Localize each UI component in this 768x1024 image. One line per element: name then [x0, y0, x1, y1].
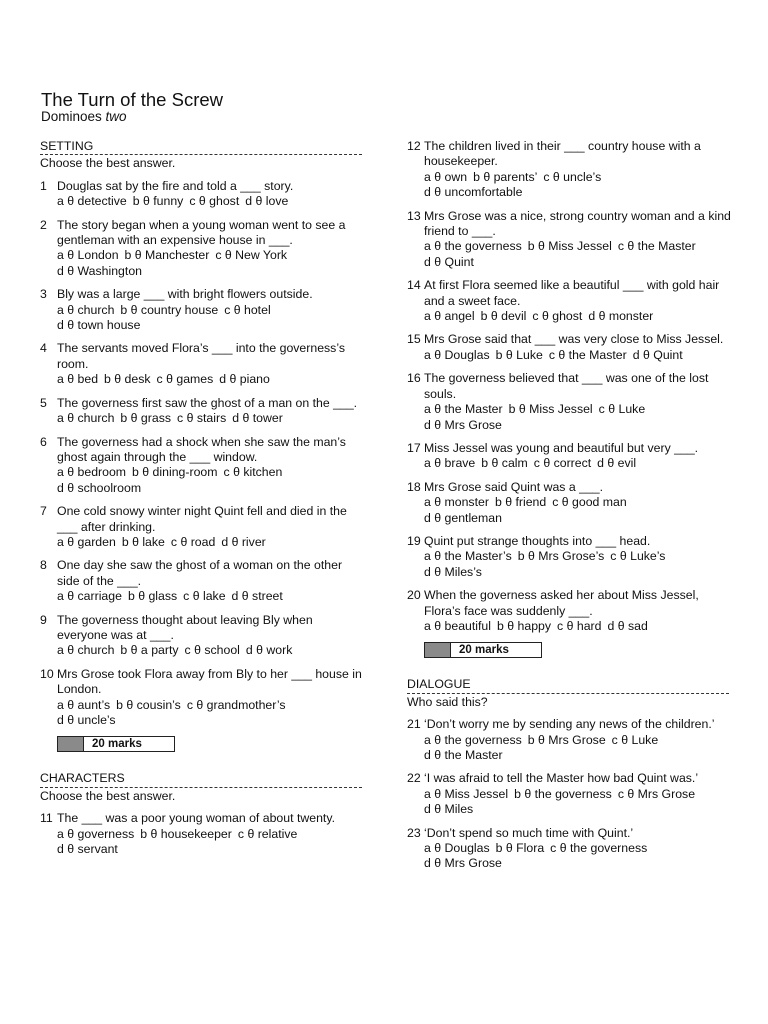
- answer-option[interactable]: d θ tower: [232, 411, 283, 426]
- answer-options: [57, 318, 362, 333]
- answer-option[interactable]: a θ the governess: [424, 732, 522, 747]
- answer-option[interactable]: d θ river: [221, 534, 266, 549]
- answer-option[interactable]: a θ beautiful: [424, 618, 492, 633]
- question-item: [407, 717, 732, 763]
- answer-options: [57, 535, 362, 550]
- question-item: [40, 558, 362, 604]
- answer-option[interactable]: b θ calm: [481, 456, 528, 471]
- answer-option[interactable]: b θ lake: [121, 534, 165, 549]
- question-text: At first Flora seemed like a beautiful ___ with gold hair and a sweet face.: [424, 278, 720, 308]
- answer-option[interactable]: d θ town house: [57, 318, 141, 333]
- answer-option[interactable]: a θ garden: [57, 534, 116, 549]
- answer-option[interactable]: d θ the Master: [424, 748, 503, 762]
- series-subtitle: [41, 109, 127, 124]
- answer-option[interactable]: b θ devil: [480, 309, 527, 324]
- answer-option[interactable]: c θ the governess: [550, 841, 648, 856]
- left-column: [40, 139, 362, 865]
- page-title: The Turn of the Screw: [41, 89, 224, 110]
- answer-options: [57, 698, 362, 713]
- answer-option[interactable]: a θ church: [57, 411, 115, 426]
- answer-option[interactable]: c θ correct: [533, 456, 592, 471]
- right-column: [407, 139, 732, 880]
- question-text: Mrs Grose was a nice, strong country woman and a kind friend to ___.: [424, 208, 731, 239]
- answer-option[interactable]: c θ grandmother’s: [186, 697, 286, 712]
- answer-option[interactable]: d θ Miles’s: [424, 564, 482, 579]
- question-number: 11: [40, 811, 53, 826]
- answer-option[interactable]: d θ Quint: [424, 254, 474, 269]
- answer-options: [424, 511, 732, 526]
- question-text: The governess first saw the ghost of a man on the ___.: [57, 395, 358, 410]
- answer-option[interactable]: a θ Douglas: [424, 347, 490, 362]
- question-text: Douglas sat by the fire and told a ___ story.: [57, 178, 294, 193]
- question-item: [40, 287, 362, 333]
- question-text: The story began when a young woman went to see a gentleman with an expensive house in ___.: [57, 217, 346, 248]
- question-number: 14: [407, 278, 421, 293]
- answer-option[interactable]: c θ road: [170, 534, 216, 549]
- answer-option[interactable]: b θ Miss Jessel: [527, 239, 612, 254]
- answer-option[interactable]: a θ carriage: [57, 589, 122, 604]
- answer-option[interactable]: d θ uncomfortable: [424, 185, 523, 200]
- answer-options: [57, 411, 362, 426]
- question-item: [407, 209, 732, 271]
- question-number: 5: [40, 395, 47, 410]
- answer-option[interactable]: d θ schoolroom: [57, 480, 142, 495]
- answer-options: [424, 549, 732, 564]
- answer-option[interactable]: a θ angel: [424, 309, 475, 324]
- answer-option[interactable]: a θ own: [424, 169, 468, 184]
- question-number: 9: [40, 612, 47, 627]
- answer-option[interactable]: a θ the governess: [424, 239, 522, 254]
- characters-questions-left: [40, 811, 362, 857]
- answer-option[interactable]: a θ monster: [424, 495, 489, 510]
- answer-options: [424, 733, 732, 748]
- question-number: 15: [407, 332, 421, 347]
- answer-option[interactable]: c θ hotel: [224, 302, 271, 317]
- setting-instruction: Choose the best answer.: [40, 156, 176, 171]
- question-number: 21: [407, 717, 421, 732]
- question-item: [40, 435, 362, 497]
- answer-option[interactable]: b θ happy: [497, 618, 552, 633]
- question-number: 1: [40, 178, 47, 193]
- answer-option[interactable]: b θ Mrs Grose: [527, 732, 606, 747]
- answer-option[interactable]: a θ the Master: [424, 402, 503, 417]
- characters-questions-right: [407, 139, 732, 634]
- answer-options: [424, 748, 732, 763]
- question-text: Miss Jessel was young and beautiful but very ___.: [424, 440, 699, 455]
- answer-options: [57, 589, 362, 604]
- answer-options: [57, 643, 362, 658]
- answer-options: [57, 713, 362, 728]
- answer-options: [424, 309, 732, 324]
- answer-option[interactable]: c θ ghost: [532, 309, 583, 324]
- question-text: ‘Don’t spend so much time with Quint.’: [424, 825, 634, 840]
- answer-option[interactable]: d θ Mrs Grose: [424, 856, 502, 871]
- answer-option[interactable]: c θ uncle’s: [543, 169, 602, 184]
- answer-option[interactable]: d θ servant: [57, 842, 118, 857]
- answer-option[interactable]: b θ Miss Jessel: [508, 402, 593, 417]
- answer-option[interactable]: a θ London: [57, 248, 119, 263]
- answer-option[interactable]: d θ work: [245, 643, 293, 658]
- answer-option[interactable]: b θ parents’: [473, 169, 538, 184]
- question-item: [407, 771, 732, 817]
- answer-option[interactable]: d θ Washington: [57, 263, 142, 278]
- question-text: Quint put strange thoughts into ___ head.: [424, 533, 651, 548]
- answer-option[interactable]: b θ funny: [132, 194, 184, 209]
- answer-option[interactable]: a θ brave: [424, 456, 476, 471]
- question-number: 18: [407, 479, 421, 494]
- answer-options: [424, 255, 732, 270]
- question-item: [40, 341, 362, 387]
- question-text: Bly was a large ___ with bright flowers outside.: [57, 287, 313, 302]
- answer-options: [424, 856, 732, 871]
- answer-option[interactable]: a θ governess: [57, 826, 135, 841]
- answer-options: [424, 418, 732, 433]
- answer-option[interactable]: b θ Luke: [495, 347, 543, 362]
- answer-options: [57, 303, 362, 318]
- answer-options: [424, 802, 732, 817]
- question-number: 12: [407, 139, 421, 153]
- question-item: [407, 826, 732, 872]
- answer-option[interactable]: b θ friend: [494, 495, 547, 510]
- question-number: 8: [40, 558, 47, 573]
- question-item: [40, 613, 362, 659]
- dialogue-heading: DIALOGUE: [407, 677, 729, 693]
- question-number: 2: [40, 217, 47, 232]
- answer-options: [424, 841, 732, 856]
- answer-option[interactable]: b θ Manchester: [124, 248, 210, 263]
- answer-option[interactable]: b θ Flora: [495, 841, 545, 856]
- answer-option[interactable]: b θ cousin’s: [116, 697, 181, 712]
- answer-option[interactable]: c θ Luke: [611, 732, 659, 747]
- answer-option[interactable]: d θ Miles: [424, 802, 474, 817]
- answer-options: [57, 827, 362, 842]
- answer-option[interactable]: d θ evil: [597, 456, 637, 471]
- answer-option[interactable]: c θ relative: [237, 826, 298, 841]
- answer-option[interactable]: c θ kitchen: [223, 465, 283, 480]
- question-number: 23: [407, 825, 421, 840]
- dialogue-instruction: Who said this?: [407, 694, 488, 709]
- answer-option[interactable]: b θ Mrs Grose’s: [517, 549, 605, 564]
- answer-option[interactable]: c θ games: [156, 372, 214, 387]
- question-number: 3: [40, 287, 47, 302]
- question-item: [407, 480, 732, 526]
- series-level: two: [105, 109, 127, 124]
- question-number: 6: [40, 434, 47, 449]
- answer-option[interactable]: c θ stairs: [177, 411, 227, 426]
- question-text: The servants moved Flora’s ___ into the governess’s room.: [57, 341, 345, 371]
- answer-option[interactable]: c θ Luke’s: [610, 549, 666, 564]
- marks-fill: [425, 643, 451, 657]
- question-item: [40, 667, 362, 729]
- answer-options: [57, 194, 362, 209]
- answer-option[interactable]: c θ the Master: [617, 239, 696, 254]
- characters-marks: 20 marks: [459, 644, 509, 657]
- question-text: Mrs Grose said Quint was a ___.: [424, 479, 604, 494]
- answer-option[interactable]: a θ bed: [57, 372, 99, 387]
- question-number: 20: [407, 588, 421, 603]
- answer-option[interactable]: b θ grass: [120, 411, 172, 426]
- answer-options: [57, 481, 362, 496]
- answer-option[interactable]: b θ dining-room: [132, 465, 218, 480]
- answer-option[interactable]: d θ love: [245, 194, 289, 209]
- marks-fill: [58, 737, 84, 751]
- setting-marks: 20 marks: [92, 738, 142, 751]
- question-number: 22: [407, 771, 421, 786]
- answer-option[interactable]: c θ ghost: [189, 194, 240, 209]
- answer-option[interactable]: b θ a party: [120, 643, 179, 658]
- answer-option[interactable]: a θ bedroom: [57, 465, 127, 480]
- answer-option[interactable]: c θ school: [184, 643, 240, 658]
- answer-options: [424, 402, 732, 417]
- answer-option[interactable]: d θ monster: [588, 309, 654, 324]
- answer-options: [424, 787, 732, 802]
- answer-option[interactable]: a θ detective: [57, 194, 127, 209]
- answer-option[interactable]: d θ Quint: [632, 347, 683, 362]
- answer-options: [57, 248, 362, 263]
- question-number: 16: [407, 371, 421, 386]
- characters-instruction: Choose the best answer.: [40, 788, 176, 803]
- answer-option[interactable]: c θ hard: [557, 618, 602, 633]
- answer-option[interactable]: a θ Miss Jessel: [424, 786, 509, 801]
- question-text: The governess had a shock when she saw the man’s ghost again through the ___ window.: [57, 434, 346, 464]
- answer-option[interactable]: c θ Mrs Grose: [617, 786, 696, 801]
- question-item: [407, 588, 732, 634]
- answer-option[interactable]: c θ Luke: [598, 402, 646, 417]
- answer-option[interactable]: b θ the governess: [514, 786, 612, 801]
- answer-options: [424, 185, 732, 200]
- answer-option[interactable]: c θ lake: [183, 589, 226, 604]
- answer-options: [424, 170, 732, 185]
- question-text: When the governess asked her about Miss Jessel, Flora’s face was suddenly ___.: [424, 588, 699, 618]
- question-text: ‘I was afraid to tell the Master how bad Quint was.’: [424, 771, 699, 786]
- answer-option[interactable]: a θ Douglas: [424, 841, 490, 856]
- question-number: 4: [40, 341, 47, 356]
- question-item: [407, 441, 732, 472]
- setting-questions: [40, 179, 362, 729]
- question-item: [407, 371, 732, 433]
- answer-option[interactable]: b θ country house: [120, 302, 219, 317]
- question-text: Mrs Grose said that ___ was very close to Miss Jessel.: [424, 332, 724, 347]
- answer-option[interactable]: b θ glass: [127, 589, 178, 604]
- answer-options: [57, 842, 362, 857]
- question-text: One cold snowy winter night Quint fell and died in the ___ after drinking.: [57, 504, 347, 534]
- question-text: The ___ was a poor young woman of about twenty.: [57, 811, 335, 826]
- setting-heading: SETTING: [40, 139, 362, 155]
- answer-option[interactable]: b θ housekeeper: [140, 826, 232, 841]
- answer-options: [424, 239, 732, 254]
- question-item: [407, 278, 732, 324]
- question-item: [407, 139, 732, 201]
- answer-options: [57, 264, 362, 279]
- answer-option[interactable]: d θ uncle’s: [57, 713, 116, 727]
- answer-options: [424, 565, 732, 580]
- question-text: The governess believed that ___ was one of the lost souls.: [424, 371, 709, 401]
- question-number: 19: [407, 533, 421, 548]
- question-item: [40, 504, 362, 550]
- answer-option[interactable]: d θ street: [231, 589, 283, 604]
- question-number: 10: [40, 666, 54, 681]
- answer-option[interactable]: a θ church: [57, 302, 115, 317]
- question-item: [40, 396, 362, 427]
- question-item: [407, 332, 732, 363]
- answer-option[interactable]: c θ New York: [215, 248, 288, 263]
- answer-option[interactable]: c θ good man: [552, 495, 627, 510]
- answer-option[interactable]: a θ aunt’s: [57, 697, 111, 712]
- series-name: Dominoes: [41, 109, 102, 124]
- question-text: One day she saw the ghost of a woman on the other side of the ___.: [57, 558, 343, 588]
- question-text: ‘Don’t worry me by sending any news of the children.’: [424, 717, 715, 732]
- answer-option[interactable]: d θ gentleman: [424, 510, 502, 525]
- answer-options: [57, 465, 362, 480]
- answer-option[interactable]: c θ the Master: [548, 347, 627, 362]
- question-text: The children lived in their ___ country house with a housekeeper.: [424, 139, 701, 169]
- answer-option[interactable]: a θ church: [57, 643, 115, 658]
- question-text: The governess thought about leaving Bly when everyone was at ___.: [57, 612, 313, 642]
- answer-option[interactable]: d θ sad: [607, 618, 648, 633]
- characters-heading: CHARACTERS: [40, 771, 362, 787]
- characters-marks-box: [424, 642, 542, 658]
- question-number: 13: [407, 208, 421, 223]
- answer-options: [424, 348, 732, 363]
- question-item: [407, 534, 732, 580]
- dialogue-questions: [407, 717, 732, 872]
- answer-options: [57, 372, 362, 387]
- setting-marks-box: [57, 736, 175, 752]
- answer-options: [424, 456, 732, 471]
- answer-options: [424, 495, 732, 510]
- question-item: [40, 218, 362, 280]
- question-text: Mrs Grose took Flora away from Bly to her ___ house in London.: [57, 666, 362, 697]
- question-number: 17: [407, 440, 421, 455]
- answer-option[interactable]: d θ piano: [219, 372, 270, 387]
- answer-options: [424, 619, 732, 634]
- answer-option[interactable]: a θ the Master’s: [424, 549, 512, 564]
- question-item: [40, 811, 362, 857]
- answer-option[interactable]: d θ Mrs Grose: [424, 417, 502, 432]
- answer-option[interactable]: b θ desk: [104, 372, 151, 387]
- question-number: 7: [40, 504, 47, 519]
- question-item: [40, 179, 362, 210]
